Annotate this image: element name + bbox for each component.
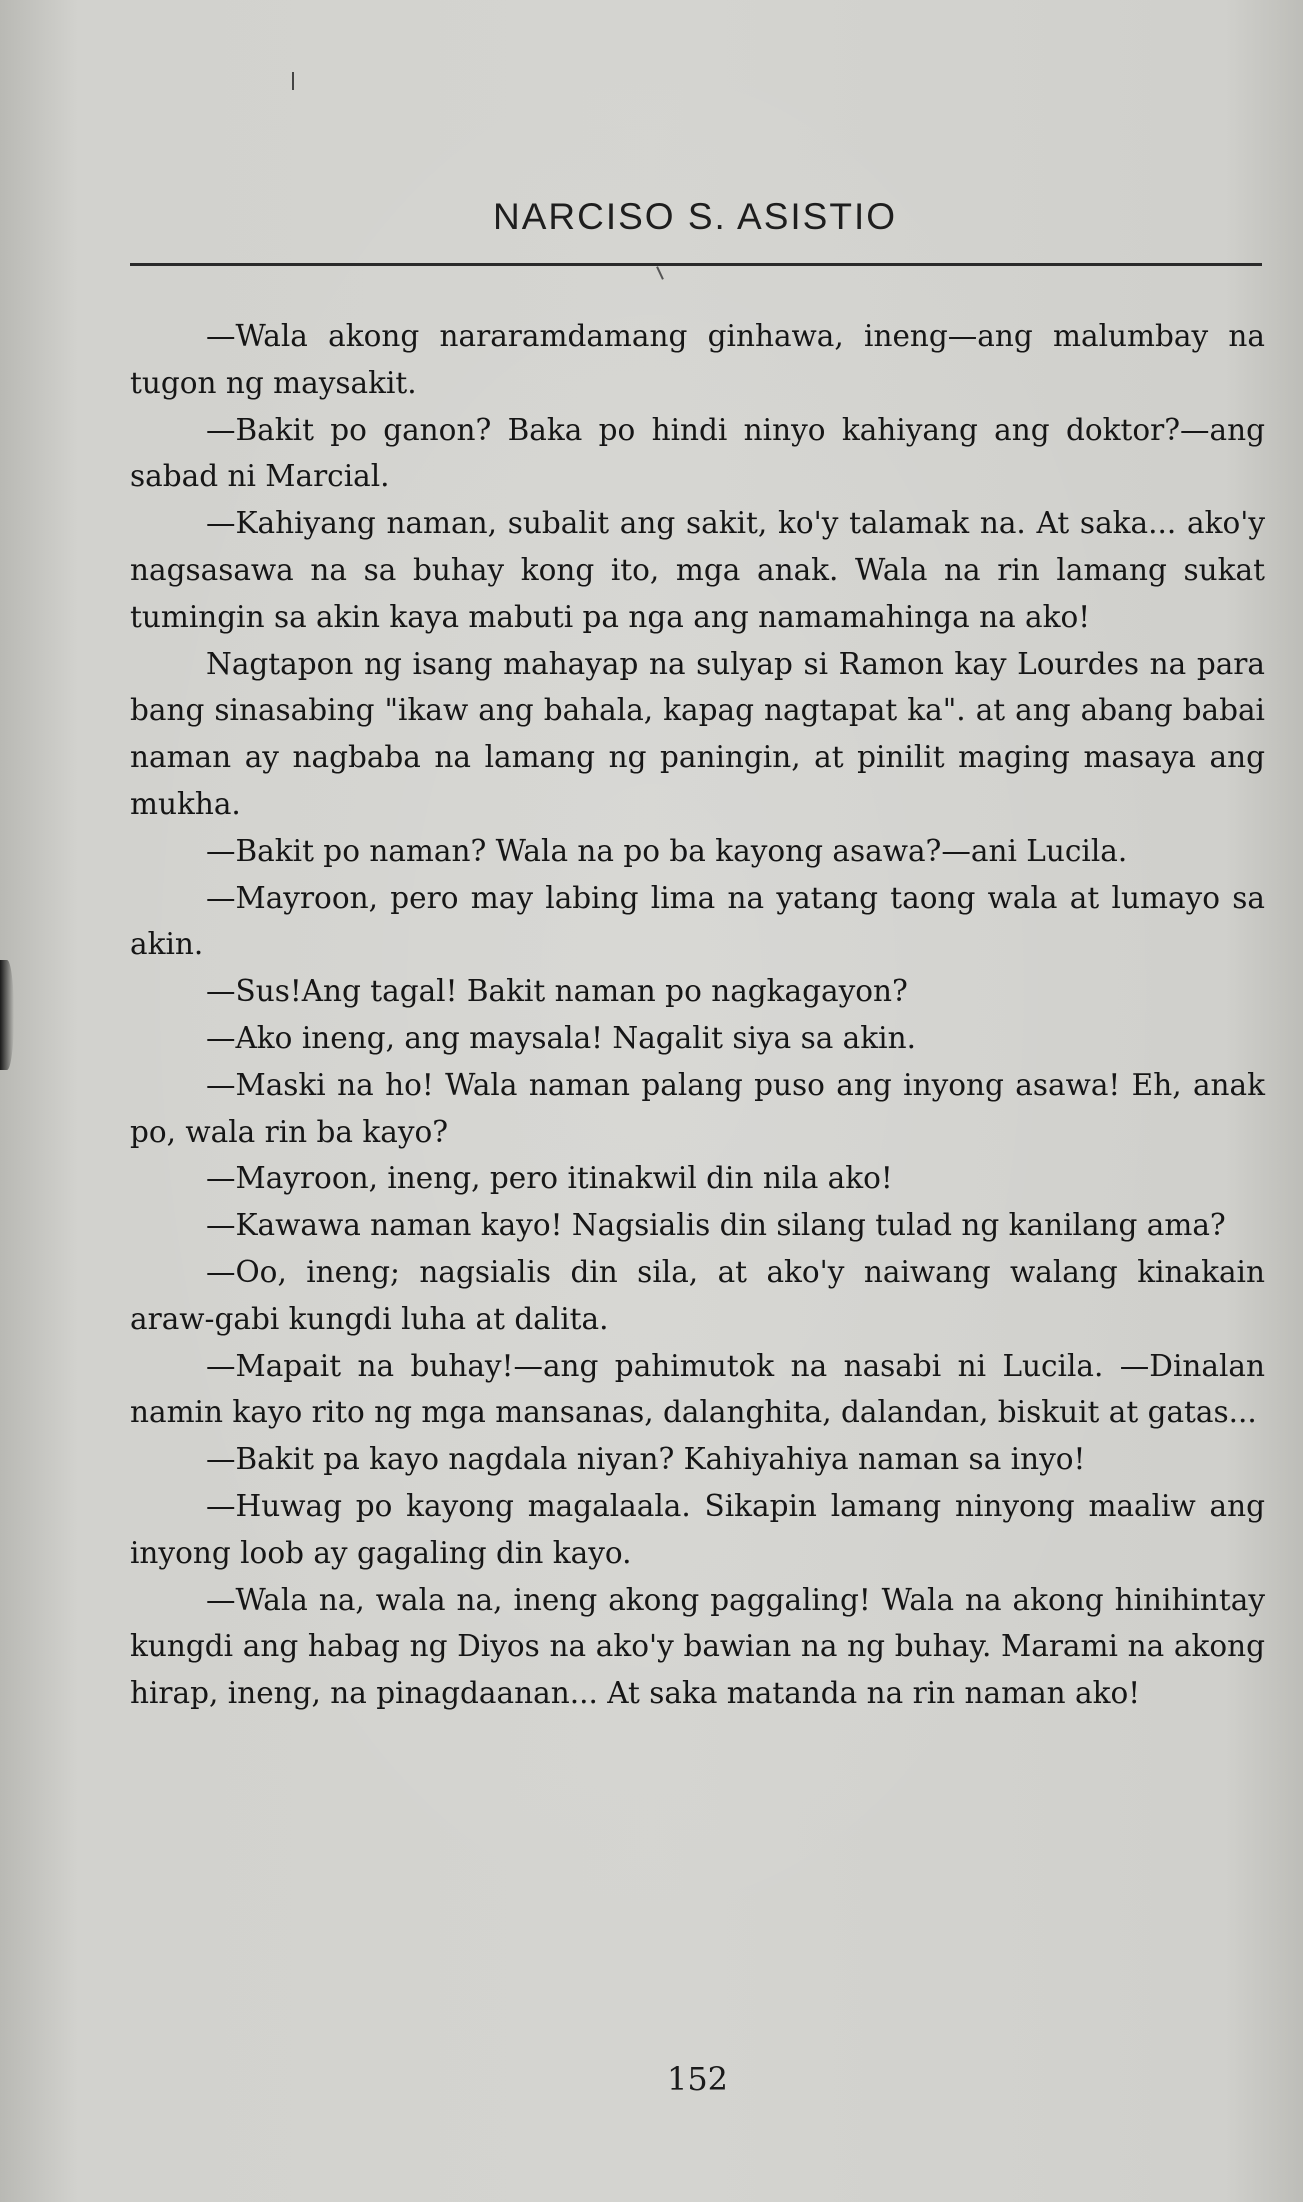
- page-edge-shadow: [0, 960, 14, 1070]
- paragraph: —Sus!Ang tagal! Bakit naman po nagkagayon?: [206, 974, 908, 1009]
- paragraph: —Ako ineng, ang maysala! Nagalit siya sa akin.: [206, 1020, 916, 1055]
- paragraph: —Bakit po ganon? Baka po hindi ninyo kahiyang ang doktor?—ang sabad ni Marcial.: [130, 412, 1265, 494]
- paragraph: —Bakit pa kayo nagdala niyan? Kahiyahiya naman sa inyo!: [206, 1442, 1086, 1477]
- paragraph: —Wala akong nararamdamang ginhawa, ineng—ang malumbay na tugon ng maysakit.: [130, 319, 1265, 400]
- paragraph: —Oo, ineng; nagsialis din sila, at ako'y naiwang walang kinakain araw-gabi kungdi luha at dalita.: [130, 1254, 1265, 1336]
- ink-speck: [292, 72, 294, 90]
- running-head: NARCISO S. ASISTIO: [492, 196, 898, 237]
- paragraph: Nagtapon ng isang mahayap na sulyap si Ramon kay Lourdes na para bang sinasabing "ikaw ang bahala, kapag nagtapat ka". at ang abang babai naman ay nagbaba na lamang ng paningin, at pinilit maging masaya ang mukha.: [130, 646, 1265, 821]
- paragraph: —Bakit po naman? Wala na po ba kayong asawa?—ani Lucila.: [206, 833, 1128, 868]
- paragraph: —Mayroon, ineng, pero itinakwil din nila ako!: [206, 1161, 893, 1196]
- header-rule: [130, 263, 1262, 266]
- rule-blemish: [656, 266, 664, 280]
- body-text: [130, 313, 1265, 1717]
- paragraph: —Huwag po kayong magalaala. Sikapin lamang ninyong maaliw ang inyong loob ay gagaling din kayo.: [130, 1488, 1265, 1570]
- paragraph: —Mapait na buhay!—ang pahimutok na nasabi ni Lucila. —Dinalan namin kayo rito ng mga mansanas, dalanghita, dalandan, biskuit at gatas...: [130, 1348, 1265, 1430]
- paragraph: —Kawawa naman kayo! Nagsialis din silang tulad ng kanilang ama?: [206, 1208, 1226, 1243]
- paragraph: —Kahiyang naman, subalit ang sakit, ko'y talamak na. At saka... ako'y nagsasawa na sa buhay kong ito, mga anak. Wala na rin lamang sukat tumingin sa akin kaya mabuti pa nga ang namamahinga na ako!: [130, 506, 1265, 634]
- paragraph: —Mayroon, pero may labing lima na yatang taong wala at lumayo sa akin.: [130, 880, 1265, 962]
- page-number: 152: [666, 2060, 729, 2098]
- paragraph: —Maski na ho! Wala naman palang puso ang inyong asawa! Eh, anak po, wala rin ba kayo?: [130, 1067, 1265, 1149]
- paragraph: —Wala na, wala na, ineng akong paggaling! Wala na akong hinihintay kungdi ang habag ng Diyos na ako'y bawian na ng buhay. Marami na akong hirap, ineng, na pinagdaanan... At saka matanda na rin naman ako!: [130, 1582, 1265, 1711]
